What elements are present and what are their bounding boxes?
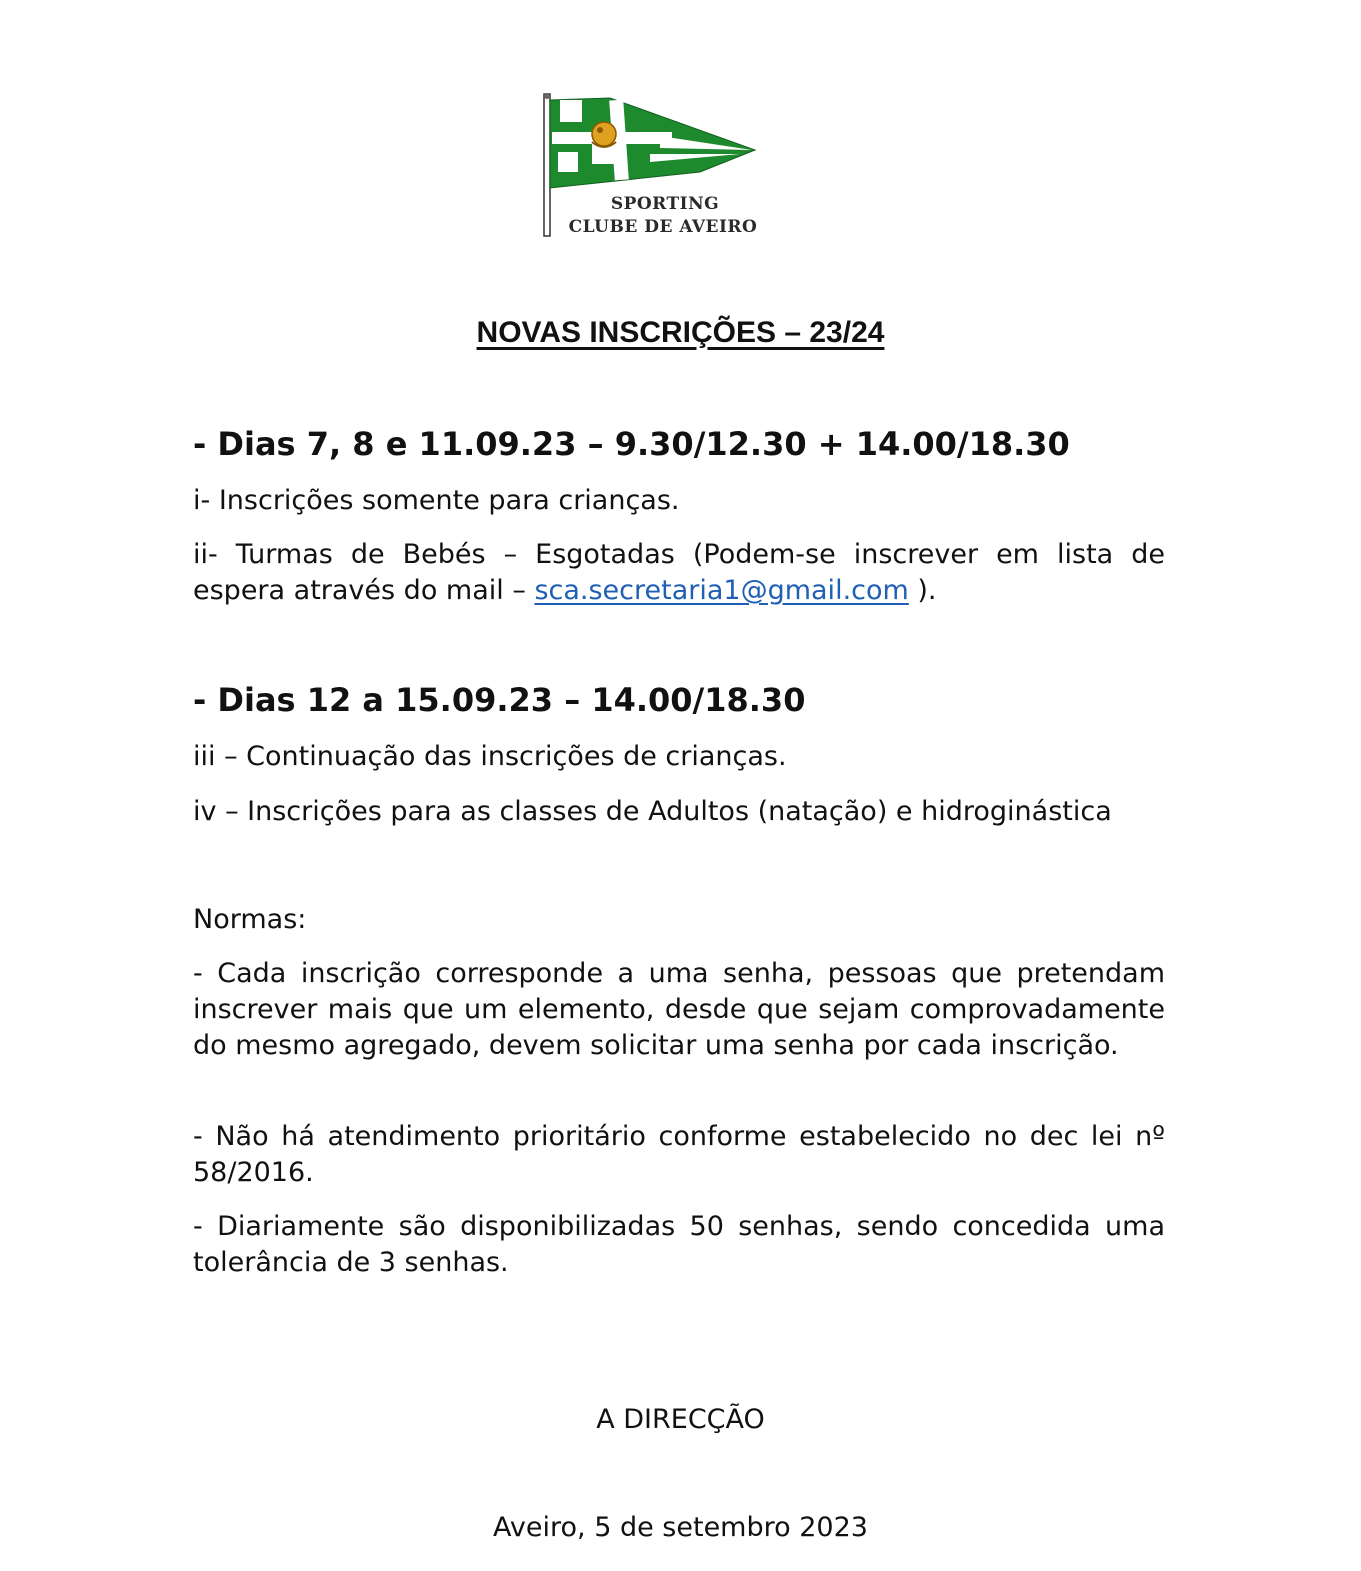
club-logo	[540, 92, 770, 242]
section1-item2	[193, 537, 1165, 609]
section1-item2-end: ).	[908, 575, 937, 606]
section2-heading: - Dias 12 a 15.09.23 – 14.00/18.30	[193, 681, 806, 719]
section1-item2-text: ii- Turmas de Bebés – Esgotadas (Podem-se inscrever em lista de espera através do mail –	[193, 539, 1165, 606]
logo-text-line1: SPORTING	[610, 194, 720, 214]
section1-heading: - Dias 7, 8 e 11.09.23 – 9.30/12.30 + 14.00/18.30	[193, 425, 1070, 463]
section1-item1: i- Inscrições somente para crianças.	[193, 485, 680, 516]
signature: A DIRECÇÃO	[596, 1404, 765, 1435]
rule-1: - Cada inscrição corresponde a uma senha, pessoas que pretendam inscrever mais que um elemento, desde que sejam comprovadamente do mesmo agregado, devem solicitar uma senha por cada inscrição.	[193, 958, 1165, 1061]
section2-item3: iii – Continuação das inscrições de crianças.	[193, 741, 787, 772]
email-link[interactable]: sca.secretaria1@gmail.com	[534, 575, 909, 606]
logo-text-line2: CLUBE DE AVEIRO	[568, 217, 758, 237]
rules-label: Normas:	[193, 904, 307, 935]
page-title-text: NOVAS INSCRIÇÕES – 23/24	[476, 316, 885, 349]
document-date: Aveiro, 5 de setembro 2023	[493, 1512, 868, 1543]
rule-3: - Diariamente são disponibilizadas 50 senhas, sendo concedida uma tolerância de 3 senhas.	[193, 1211, 1165, 1278]
page-title	[0, 316, 1361, 350]
rule-2: - Não há atendimento prioritário conforme estabelecido no dec lei nº 58/2016.	[193, 1121, 1165, 1188]
section2-item4: iv – Inscrições para as classes de Adultos (natação) e hidroginástica	[193, 796, 1112, 827]
